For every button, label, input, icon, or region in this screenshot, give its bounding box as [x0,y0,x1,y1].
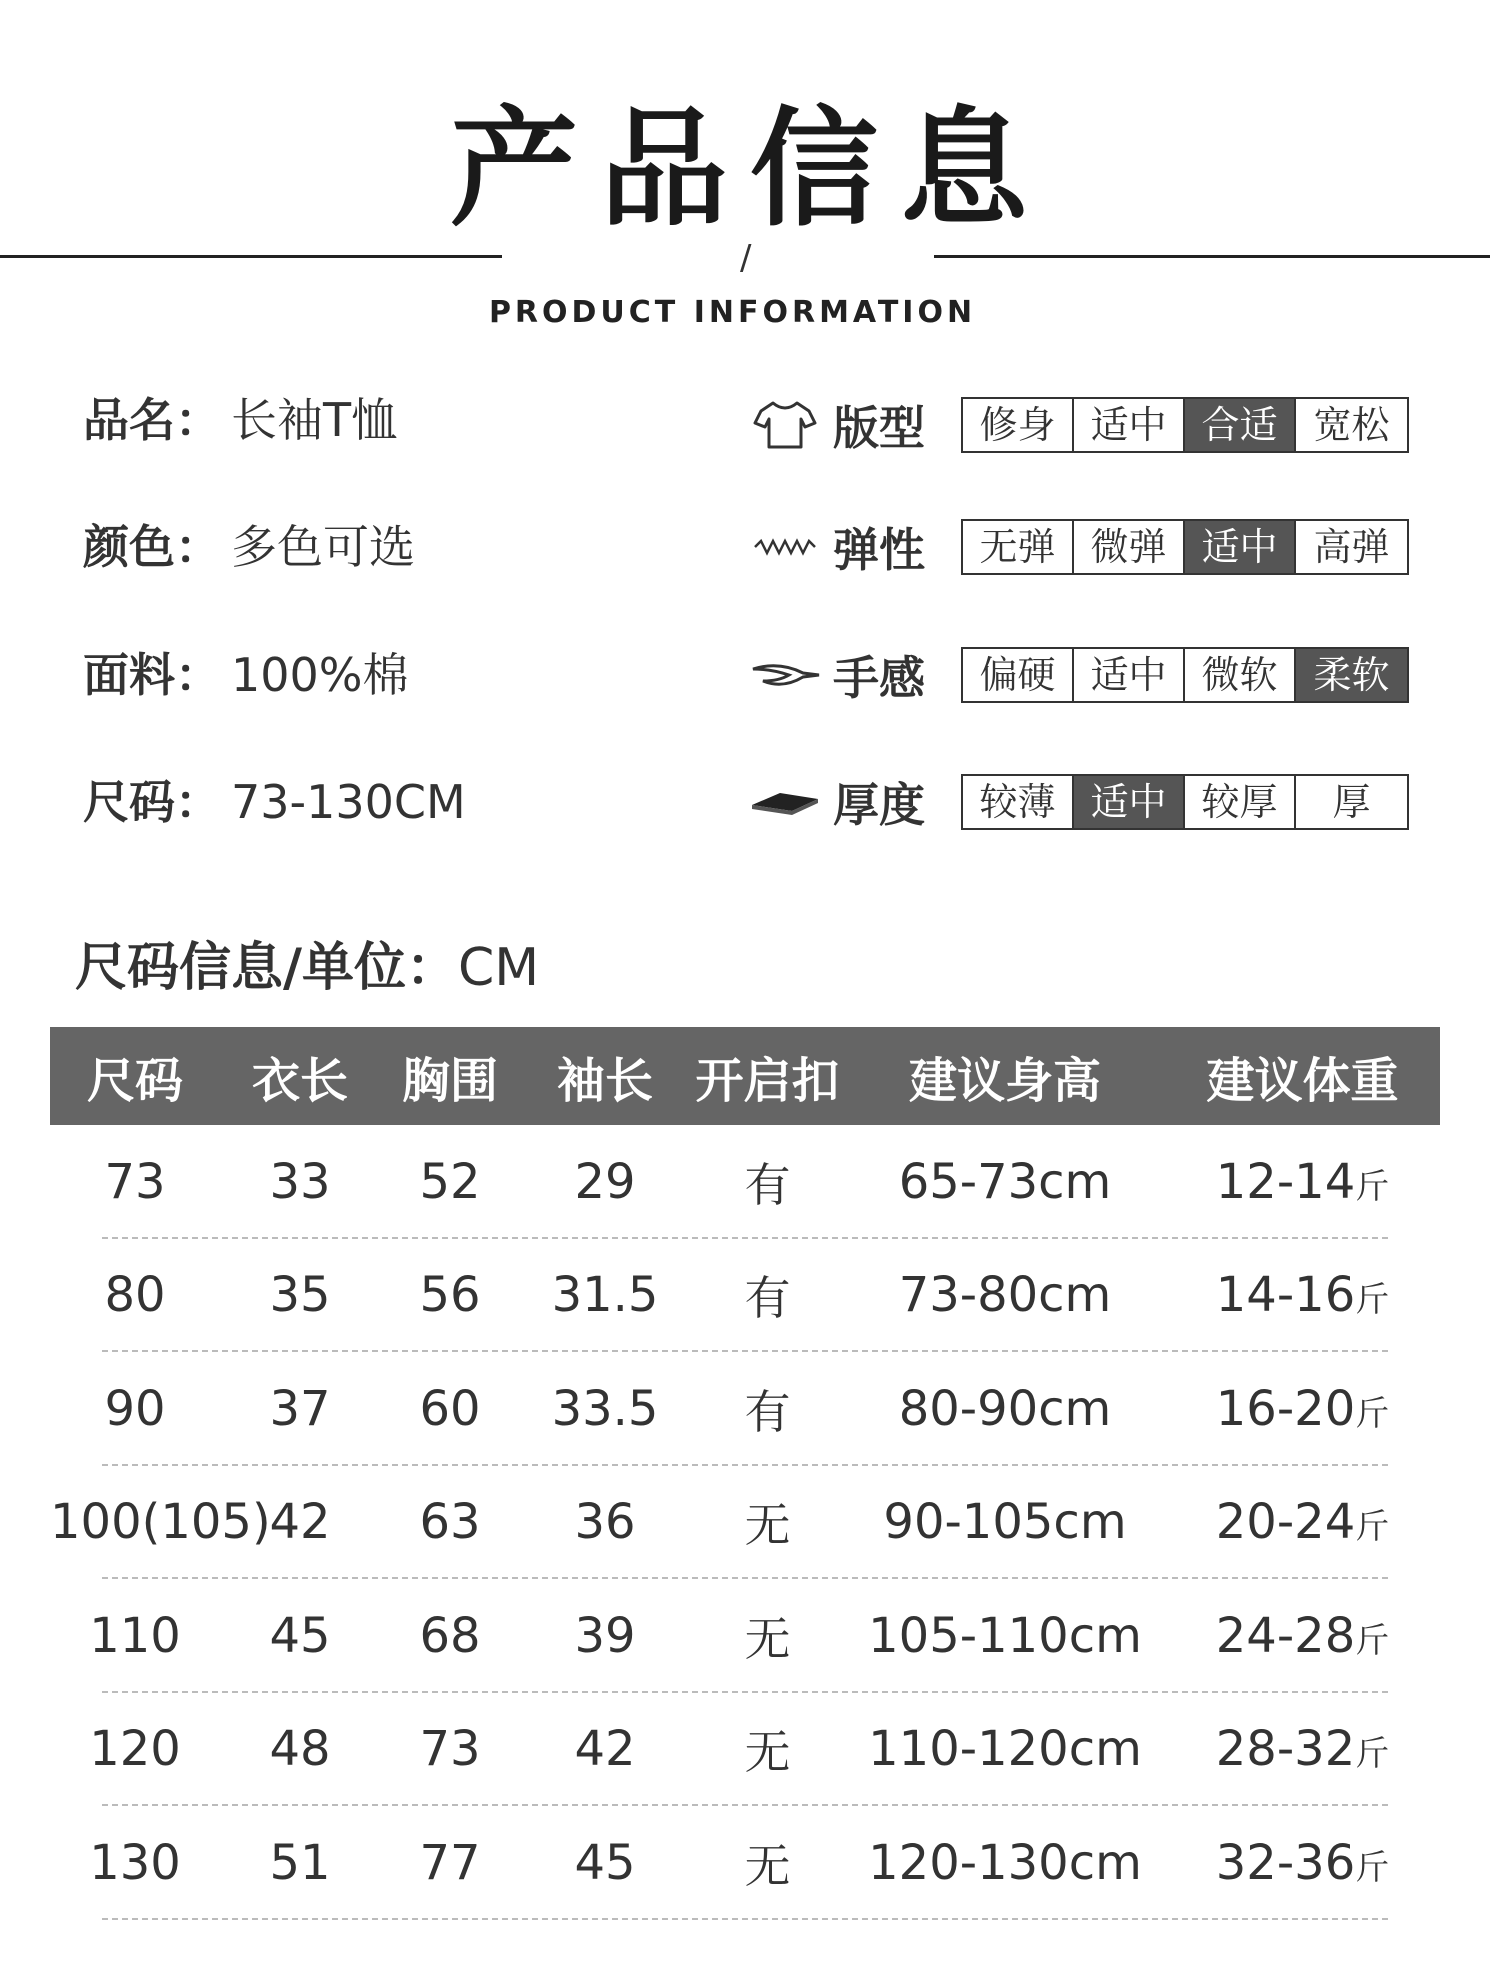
cell-height: 90-105cm [883,1494,1127,1551]
cell-sleeve: 33.5 [551,1380,659,1437]
column-header-height: 建议身高 [908,1052,1101,1109]
weight-value: 16-20 [1215,1380,1356,1437]
table-row [50,1466,1440,1580]
column-header-sleeve: 袖长 [556,1052,653,1109]
cell-clasp: 有 [744,1271,791,1326]
attr-row-thickness [745,772,1409,832]
size-table-body [50,1125,1440,1920]
scale-option: 无弹 [963,521,1074,573]
info-value: 多色可选 [231,520,415,574]
cell-size: 90 [104,1380,166,1437]
cell-weight [1165,1721,1440,1777]
scale-option-selected: 合适 [1185,399,1296,451]
cell-sleeve: 45 [574,1834,636,1891]
weight-unit: 斤 [1355,1734,1390,1775]
fit-scale [961,397,1409,453]
scale-option: 宽松 [1313,403,1390,447]
attr-label: 弹性 [833,523,925,577]
weight-value: 12-14 [1215,1153,1356,1210]
info-label: 面料： [83,648,221,702]
cell-height: 73-80cm [898,1267,1112,1324]
scale-option: 适中 [1074,649,1185,701]
elasticity-scale [961,519,1409,575]
column-header-chest: 胸围 [401,1052,498,1109]
size-table-title [75,925,539,1000]
attr-row-elasticity [745,517,1409,577]
size-table-header [50,1027,1440,1125]
fabric-layer-icon [745,777,825,827]
info-label: 品名： [83,393,221,447]
scale-option-selected: 柔软 [1296,649,1407,701]
weight-unit: 斤 [1355,1620,1390,1661]
cell-sleeve: 29 [574,1153,636,1210]
weight-value: 20-24 [1215,1494,1356,1551]
size-table-unit: CM [458,938,540,998]
column-header-length: 衣长 [251,1052,348,1109]
info-value: 73-130CM [231,775,466,829]
cell-height: 80-90cm [898,1380,1112,1437]
column-header-weight: 建议体重 [1206,1052,1399,1109]
cell-clasp: 有 [744,1384,791,1439]
info-row-fabric [83,645,409,705]
cell-chest: 77 [419,1834,481,1891]
cell-length: 42 [269,1494,331,1551]
weight-value: 28-32 [1215,1721,1356,1778]
table-row [50,1125,1440,1239]
cell-length: 37 [269,1380,331,1437]
scale-option: 较薄 [963,776,1074,828]
cell-length: 35 [269,1267,331,1324]
table-row [50,1239,1440,1353]
cell-sleeve: 31.5 [551,1267,659,1324]
header-divider-right [934,255,1490,258]
info-value: 100%棉 [231,648,409,702]
page-title: 产品信息 [449,95,1050,244]
column-header-clasp: 开启扣 [695,1052,840,1109]
cell-length: 45 [269,1607,331,1664]
cell-weight [1165,1835,1440,1891]
scale-option-selected: 适中 [1074,776,1185,828]
weight-unit: 斤 [1355,1393,1390,1434]
cell-size: 73 [104,1153,166,1210]
cell-length: 51 [269,1834,331,1891]
weight-unit: 斤 [1355,1166,1390,1207]
thickness-scale [961,774,1409,830]
info-label: 尺码： [83,775,221,829]
table-row [50,1579,1440,1693]
spring-icon [745,522,825,572]
attr-row-fit [745,395,1409,455]
cell-weight [1165,1154,1440,1210]
scale-option: 修身 [963,399,1074,451]
size-table-title-text: 尺码信息/单位： [75,938,458,998]
table-row [50,1693,1440,1807]
cell-clasp: 无 [744,1838,791,1893]
info-row-name [83,390,397,450]
cell-clasp: 有 [744,1157,791,1212]
cell-size: 80 [104,1267,166,1324]
feather-icon [745,650,825,700]
scale-option: 高弹 [1313,525,1390,569]
table-row [50,1806,1440,1920]
cell-clasp: 无 [744,1498,791,1553]
cell-sleeve: 42 [574,1721,636,1778]
cell-sleeve: 39 [574,1607,636,1664]
header-divider-slash: / [740,238,752,278]
cell-size: 130 [89,1834,181,1891]
tshirt-icon [745,400,825,450]
weight-unit: 斤 [1355,1847,1390,1888]
table-row [50,1352,1440,1466]
cell-clasp: 无 [744,1611,791,1666]
scale-option: 偏硬 [963,649,1074,701]
scale-option-selected: 适中 [1185,521,1296,573]
weight-unit: 斤 [1355,1507,1390,1548]
info-row-color [83,517,415,577]
attr-label: 厚度 [833,778,925,832]
cell-length: 33 [269,1153,331,1210]
cell-chest: 63 [419,1494,481,1551]
scale-option: 适中 [1074,399,1185,451]
scale-option: 微弹 [1074,521,1185,573]
header-divider-left [0,255,502,258]
attr-label: 版型 [833,401,925,455]
scale-option: 厚 [1332,780,1371,824]
page-subtitle: PRODUCT INFORMATION [488,295,977,330]
cell-chest: 52 [419,1153,481,1210]
cell-length: 48 [269,1721,331,1778]
hand-feel-scale [961,647,1409,703]
cell-size: 120 [89,1721,181,1778]
cell-chest: 68 [419,1607,481,1664]
column-header-size: 尺码 [86,1052,183,1109]
cell-height: 105-110cm [868,1607,1142,1664]
cell-clasp: 无 [744,1725,791,1780]
weight-unit: 斤 [1355,1280,1390,1321]
info-row-size [83,772,466,832]
cell-weight [1165,1608,1440,1664]
cell-size: 110 [89,1607,181,1664]
cell-height: 110-120cm [868,1721,1142,1778]
cell-size: 100(105) [50,1494,271,1551]
scale-option: 微软 [1185,649,1296,701]
cell-weight [1165,1494,1440,1550]
cell-sleeve: 36 [574,1494,636,1551]
weight-value: 32-36 [1215,1834,1356,1891]
weight-value: 14-16 [1215,1267,1356,1324]
cell-weight [1165,1267,1440,1323]
attr-row-hand-feel [745,645,1409,705]
info-label: 颜色： [83,520,221,574]
cell-height: 120-130cm [868,1834,1142,1891]
scale-option: 较厚 [1185,776,1296,828]
cell-weight [1165,1381,1440,1437]
cell-height: 65-73cm [898,1153,1112,1210]
cell-chest: 73 [419,1721,481,1778]
info-value: 长袖T恤 [231,393,398,447]
attr-label: 手感 [833,651,925,705]
cell-chest: 60 [419,1380,481,1437]
cell-chest: 56 [419,1267,481,1324]
weight-value: 24-28 [1215,1607,1356,1664]
